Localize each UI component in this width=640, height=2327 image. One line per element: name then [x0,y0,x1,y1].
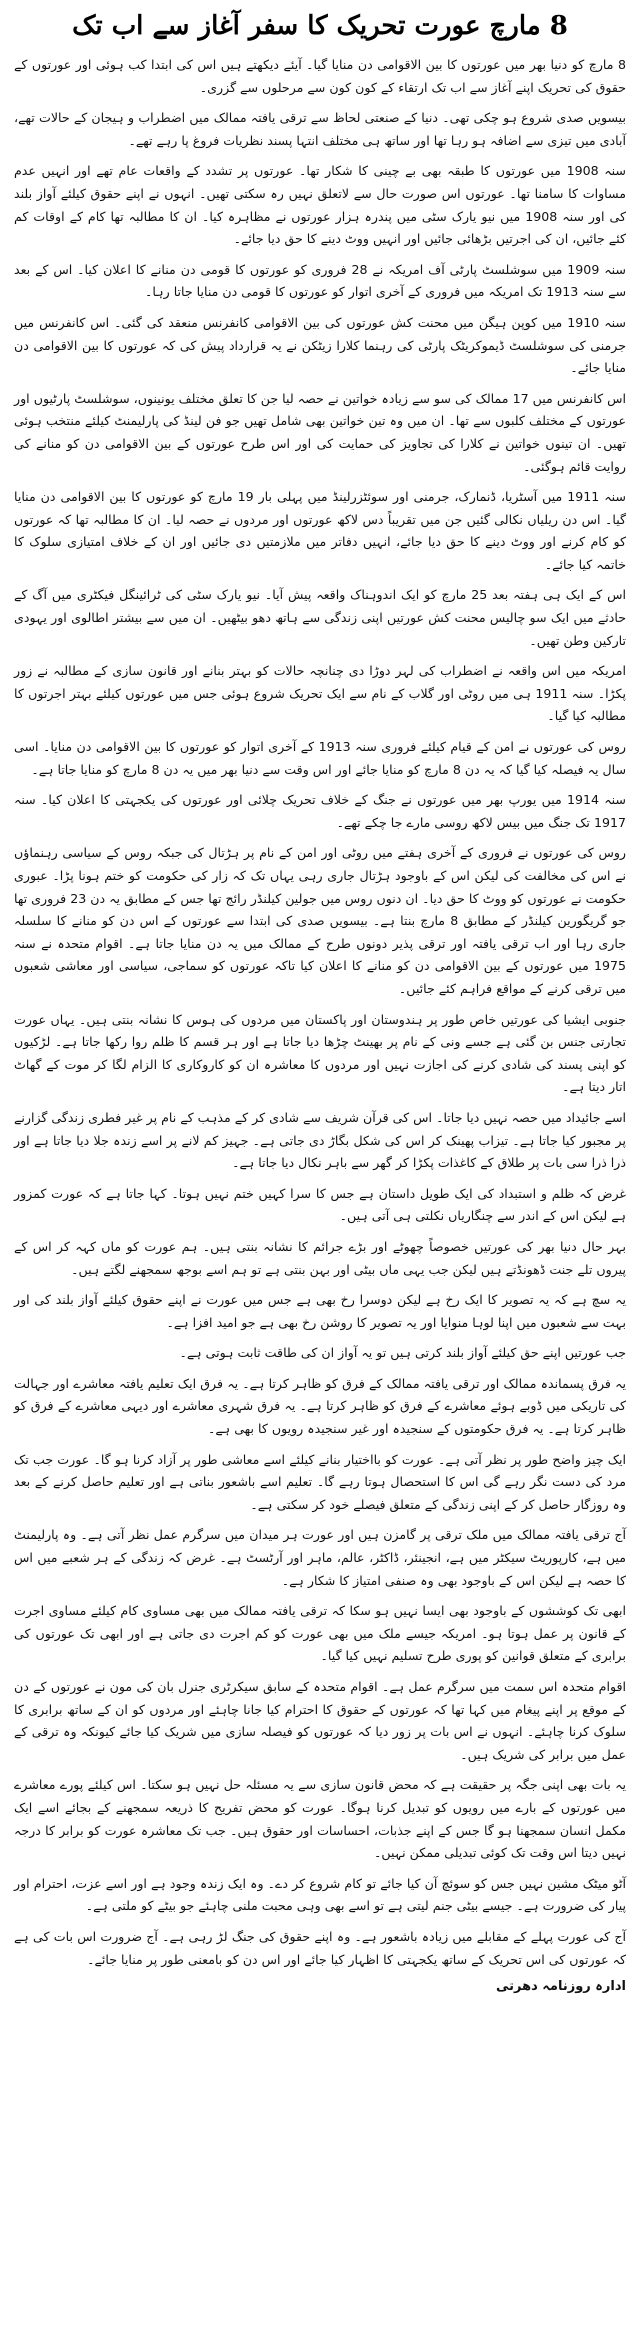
article-paragraph: اقوام متحدہ اس سمت میں سرگرم عمل ہے۔ اقوام متحدہ کے سابق سیکرٹری جنرل بان کی مون نے عورتوں کے دن کے موقع پر اپنے پیغام میں کہا تھا کہ عورتوں کے حقوق کا احترام کیا جانا چاہئے اور مردوں کو ان کے ساتھ برابری کا سلوک کرنا چاہئے۔ انہوں نے اس بات پر زور دیا کہ عورتوں کو فیصلہ سازی میں شریک کیا جائے کیونکہ وہ ترقی کے عمل میں برابر کی شریک ہیں۔ [14,1679,626,1762]
article-paragraph: روس کی عورتوں نے امن کے قیام کیلئے فروری سنہ 1913 کے آخری اتوار کو عورتوں کا بین الاقوامی دن منایا۔ اسی سال یہ فیصلہ کیا گیا کہ یہ دن 8 مارچ کو منایا جائے اور اس وقت سے دنیا بھر میں یہ دن 8 مارچ کو منایا جاتا ہے۔ [14,739,626,777]
article-paragraph: یہ بات بھی اپنی جگہ پر حقیقت ہے کہ محض قانون سازی سے یہ مسئلہ حل نہیں ہو سکتا۔ اس کیلئے پورے معاشرے میں عورتوں کے بارے میں رویوں کو تبدیل کرنا ہوگا۔ عورت کو محض تفریح کا ذریعہ سمجھنے کے بجائے اسے ایک مکمل انسان سمجھنا ہو گا جس کے اپنے جذبات، احساسات اور حقوق ہیں۔ جب تک معاشرہ عورت کو برابر کا درجہ نہیں دیتا اس وقت تک کوئی تبدیلی ممکن نہیں۔ [14,1777,626,1861]
article-paragraph: اس کانفرنس میں 17 ممالک کی سو سے زیادہ خواتین نے حصہ لیا جن کا تعلق مختلف یونینوں، سوشلسٹ پارٹیوں اور عورتوں کے مختلف کلبوں سے تھا۔ ان میں وہ تین خواتین بھی شامل تھیں جو فن لینڈ کی پارلیمنٹ کیلئے منتخب ہوئی تھیں۔ ان تینوں خواتین نے کلارا کی تجاویز کی حمایت کی اور اس طرح عورتوں کے بین الاقوامی دن کو منانے کی روایت قائم ہوگئی۔ [14,390,626,474]
article-paragraph: جب عورتیں اپنے حق کیلئے آواز بلند کرتی ہیں تو یہ آواز ان کی طاقت ثابت ہوتی ہے۔ [179,1345,626,1361]
article-paragraph: سنہ 1911 میں آسٹریا، ڈنمارک، جرمنی اور سوئٹزرلینڈ میں پہلی بار 19 مارچ کو عورتوں کا بین الاقوامی دن منایا گیا۔ اس دن ریلیاں نکالی گئیں جن میں تقریباً دس لاکھ عورتوں اور مردوں نے حصہ لیا۔ ان کا مطالبہ تھا کہ عورتوں کو کام کرنے اور ووٹ دینے کا حق دیا جائے، انہیں دفاتر میں ملازمتیں دی جائیں اور ان کے خلاف امتیازی سلوک کا خاتمہ کیا جائے۔ [14,489,626,572]
article-paragraph: ابھی تک کوششوں کے باوجود بھی ایسا نہیں ہو سکا کہ ترقی یافتہ ممالک میں بھی مساوی کام کیلئے مساوی اجرت کے قانون پر عمل ہوتا ہو۔ امریکہ جیسے ملک میں بھی عورت کو کم اجرت دی جاتی ہے اور ابھی تک عورتوں کی برابری کے متعلق قوانین کو پوری طرح تسلیم نہیں کیا گیا۔ [14,1603,626,1664]
article-paragraph: آج کی عورت پہلے کے مقابلے میں زیادہ باشعور ہے۔ وہ اپنے حقوق کی جنگ لڑ رہی ہے۔ آج ضرورت اس بات کی ہے کہ عورتوں کی اس تحریک کے ساتھ یکجہتی کا اظہار کیا جائے اور اس دن کو بامعنی طور پر منایا جائے۔ [14,1928,626,1967]
article-paragraph: یہ فرق پسماندہ ممالک اور ترقی یافتہ ممالک کے فرق کو ظاہر کرتا ہے۔ یہ فرق ایک تعلیم یافتہ معاشرے اور جہالت کی تاریکی میں ڈوبے ہوئے معاشرے کے فرق کو ظاہر کرتا ہے۔ یہ فرق شہری معاشرے اور دیہی معاشرے کے فرق کو ظاہر کرتا ہے۔ یہ فرق حکومتوں کے سنجیدہ اور غیر سنجیدہ رویوں کا بھی ہے۔ [14,1375,626,1437]
article-paragraph: سنہ 1909 میں سوشلسٹ پارٹی آف امریکہ نے 28 فروری کو عورتوں کا قومی دن منانے کا اعلان کیا۔ اس کے بعد سے سنہ 1913 تک امریکہ میں فروری کے آخری اتوار کو عورتوں کا قومی دن منایا جاتا رہا۔ [14,261,626,300]
article-paragraph: سنہ 1910 میں کوپن ہیگن میں محنت کش عورتوں کی بین الاقوامی کانفرنس منعقد کی گئی۔ اس کانفرنس میں جرمنی کی سوشلسٹ ڈیموکریٹک پارٹی کی رہنما کلارا زیٹکن نے یہ قرارداد پیش کی کہ عورتوں کا بین الاقوامی دن منایا جائے۔ [14,314,626,376]
article-paragraph: بیسویں صدی شروع ہو چکی تھی۔ دنیا کے صنعتی لحاظ سے ترقی یافتہ ممالک میں اضطراب و ہیجان کے حالات تھے، آبادی میں تیزی سے اضافہ ہو رہا تھا اور ساتھ ہی مختلف انتہا پسند نظریات فروغ پا رہے تھے۔ [14,110,626,148]
article-paragraph: 8 مارچ کو دنیا بھر میں عورتوں کا بین الاقوامی دن منایا گیا۔ آیئے دیکھتے ہیں اس کی ابتدا کب ہوئی اور عورتوں کے حقوق کی تحریک اپنے آغاز سے اب تک ارتقاء کے کون کون سے مرحلوں سے گزری۔ [14,57,626,95]
article-paragraph: سنہ 1914 میں یورپ بھر میں عورتوں نے جنگ کے خلاف تحریک چلائی اور عورتوں کی یکجہتی کا اعلان کیا۔ سنہ 1917 تک جنگ میں بیس لاکھ روسی مارے جا چکے تھے۔ [14,792,626,830]
article-paragraph: یہ سچ ہے کہ یہ تصویر کا ایک رخ ہے لیکن دوسرا رخ بھی ہے جس میں عورت نے اپنے حقوق کیلئے آواز بلند کی اور بہت سے شعبوں میں اپنا لوہا منوایا اور یہ تصویر کا روشن رخ بھی ہے جو امید افزا ہے۔ [14,1292,626,1330]
article-paragraph: جنوبی ایشیا کی عورتیں خاص طور پر ہندوستان اور پاکستان میں مردوں کی ہوس کا نشانہ بنتی ہیں۔ یہاں عورت تجارتی جنس بن گئی ہے جسے ونی کے نام پر بھینٹ چڑھا دیا جاتا ہے اور ہر قسم کا ظلم روا رکھا جاتا ہے۔ لڑکیوں کو اپنی پسند کی شادی کرنے کی اجازت نہیں اور مردوں کا معاشرہ ان کو کاروکاری کا الزام لگا کر موت کے گھاٹ اتار دیتا ہے۔ [14,1011,626,1095]
article-paragraph: بہر حال دنیا بھر کی عورتیں خصوصاً چھوٹے اور بڑے جرائم کا نشانہ بنتی ہیں۔ ہم عورت کو ماں کہہ کر اس کے پیروں تلے جنت ڈھونڈتے ہیں لیکن جب یہی ماں بیٹی اور بہن بنتی ہے تو ہم اسے بوجھ سمجھنے لگتے ہیں۔ [14,1238,626,1277]
article-paragraph: آٹو میٹک مشین نہیں جس کو سوئچ آن کیا جائے تو کام شروع کر دے۔ وہ ایک زندہ وجود ہے اور اسے عزت، احترام اور پیار کی ضرورت ہے۔ جیسے بیٹی جنم لیتی ہے تو اسے بھی وہی محبت ملنی چاہئے جو بیٹے کو ملتی ہے۔ [14,1875,626,1914]
article-paragraph: اسے جائیداد میں حصہ نہیں دیا جاتا۔ اس کی قرآن شریف سے شادی کر کے مذہب کے نام پر غیر فطری زندگی گزارنے پر مجبور کیا جاتا ہے۔ تیزاب پھینک کر اس کی شکل بگاڑ دی جاتی ہے۔ جہیز کم لانے پر اسے زندہ جلا دیا جاتا ہے اور ذرا ذرا سی بات پر طلاق کے کاغذات پکڑا کر گھر سے باہر نکال دیا جاتا ہے۔ [14,1109,626,1171]
article-paragraph: آج ترقی یافتہ ممالک میں ملک ترقی پر گامزن ہیں اور عورت ہر میدان میں سرگرم عمل نظر آتی ہے۔ وہ پارلیمنٹ میں ہے، کارپوریٹ سیکٹر میں ہے، انجینئر، ڈاکٹر، عالم، ماہر اور آرٹسٹ ہے۔ غرض کہ زندگی کے ہر شعبے میں اس کا حصہ ہے لیکن اس کے باوجود بھی وہ صنفی امتیاز کا شکار ہے۔ [14,1527,626,1588]
article-paragraph: سنہ 1908 میں عورتوں کا طبقہ بھی بے چینی کا شکار تھا۔ عورتوں پر تشدد کے واقعات عام تھے اور انہیں عدم مساوات کا سامنا تھا۔ عورتوں اس صورت حال سے لاتعلق نہیں رہ سکتی تھیں۔ انہوں نے اپنے حقوق کیلئے آواز بلند کی اور سنہ 1908 میں نیو یارک سٹی میں پندرہ ہزار عورتوں نے مظاہرہ کیا۔ ان کا مطالبہ تھا کام کے اوقات کم کئے جائیں، ان کی اجرتیں بڑھائی جائیں اور انہیں ووٹ دینے کا حق دیا جائے۔ [14,163,626,247]
article-paragraph: روس کی عورتوں نے فروری کے آخری ہفتے میں روٹی اور امن کے نام پر ہڑتال کی جبکہ روس کے سیاسی رہنماؤں نے اس کی مخالفت کی لیکن اس کے باوجود ہڑتال جاری رہی یہاں تک کہ زار کی حکومت کو ختم ہونا پڑا۔ عبوری حکومت نے عورتوں کو ووٹ کا حق دیا۔ ان دنوں روس میں جولین کیلنڈر رائج تھا جس کے مطابق یہ دن 23 فروری تھا جو گریگورین کیلنڈر کے مطابق 8 مارچ بنتا ہے۔ بیسویں صدی کی ابتدا سے عورتوں کے اس دن کو منانے کا سلسلہ جاری رہا اور اب ترقی یافتہ اور ترقی پذیر دونوں طرح کے ممالک میں یہ دن منایا جاتا ہے۔ اقوام متحدہ نے سنہ 1975 میں عورتوں کے بین الاقوامی دن کو منانے کا اعلان کیا تاکہ عورتوں کو سماجی، سیاسی اور معاشی شعبوں میں ترقی کرنے کے مواقع فراہم کئے جائیں۔ [14,845,626,996]
article-paragraph: امریکہ میں اس واقعہ نے اضطراب کی لہر دوڑا دی چنانچہ حالات کو بہتر بنانے اور قانون سازی کے مطالبہ نے زور پکڑا۔ سنہ 1911 ہی میں روٹی اور گلاب کے نام سے ایک تحریک شروع ہوئی جس میں عورتوں کیلئے بہتر اجرتوں کا مطالبہ کیا گیا۔ [14,663,626,724]
byline: ادارہ روزنامہ دھرتی [495,1979,626,1995]
article-title: 8 مارچ عورت تحریک کا سفر آغاز سے اب تک [72,11,568,41]
article-body [14,54,626,1971]
article-paragraph: اس کے ایک ہی ہفتہ بعد 25 مارچ کو ایک اندوہناک واقعہ پیش آیا۔ نیو یارک سٹی کی ٹرائینگل فیکٹری میں آگ کے حادثے میں ایک سو چالیس محنت کش عورتیں اپنی زندگی سے ہاتھ دھو بیٹھیں۔ ان میں سے بیشتر اطالوی اور یہودی تارکین وطن تھیں۔ [14,587,626,648]
article-paragraph: غرض کہ ظلم و استبداد کی ایک طویل داستان ہے جس کا سرا کہیں ختم نہیں ہوتا۔ کہا جاتا ہے کہ عورت کمزور ہے لیکن اس کے اندر سے چنگاریاں نکلتی ہی آتی ہیں۔ [14,1185,626,1224]
article-paragraph: ایک چیز واضح طور پر نظر آتی ہے۔ عورت کو بااختیار بنانے کیلئے اسے معاشی طور پر آزاد کرنا ہو گا۔ عورت جب تک مرد کی دست نگر رہے گی اس کا استحصال ہوتا رہے گا۔ تعلیم اسے باشعور بناتی ہے اور تعلیم حاصل کرنے کے بعد وہ روزگار حاصل کر کے اپنی زندگی کے متعلق فیصلے خود کر سکتی ہے۔ [14,1451,626,1512]
